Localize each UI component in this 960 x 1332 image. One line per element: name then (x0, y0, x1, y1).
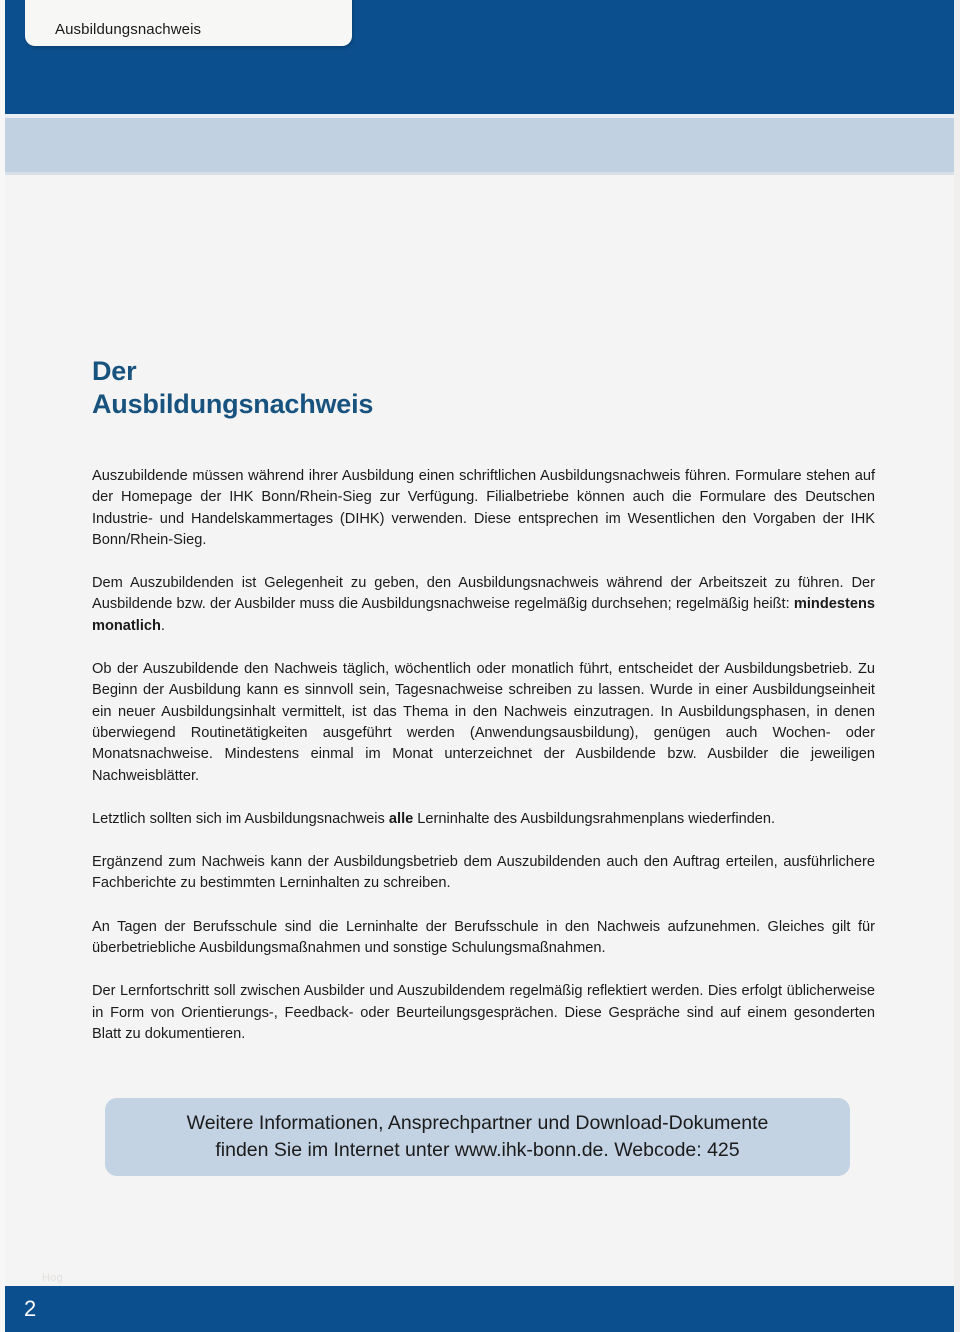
header-band-shadow (5, 172, 954, 175)
paragraph-1: Auszubildende müssen während ihrer Ausbildung einen schriftlichen Ausbildungsnachweis führen. Formulare stehen auf der Homepage der IHK Bonn/Rhein-Sieg zur Verfügung. Filialbetriebe können auch die Formulare des Deutschen Industrie- und Handelskammertages (DIHK) verwenden. Diese entsprechen im Wesentlichen den Vorgaben der IHK Bonn/Rhein-Sieg. (92, 467, 875, 548)
info-callout-box (105, 1098, 850, 1176)
document-tab-label: Ausbildungsnachweis (55, 21, 202, 38)
paragraph-7: Der Lernfortschritt soll zwischen Ausbilder und Auszubildendem regelmäßig reflektiert werden. Dies erfolgt üblicherweise in Form von Orientierungs-, Feedback- oder Beurteilungsgesprächen. Diese Gespräche sind auf einem gesonderten Blatt zu dokumentieren. (92, 983, 875, 1042)
paragraph-5: Ergänzend zum Nachweis kann der Ausbildungsbetrieb dem Auszubildenden auch den Auftrag erteilen, ausführlichere Fachberichte zu bestimmten Lerninhalten zu schreiben. (92, 854, 875, 892)
paragraph-3: Ob der Auszubildende den Nachweis täglich, wöchentlich oder monatlich führt, entscheidet der Ausbildungsbetrieb. Zu Beginn der Ausbildung kann es sinnvoll sein, Tagesnachweise schreiben zu lassen. Wurde in einer Ausbildungseinheit ein neuer Ausbildungsinhalt vermittelt, ist das Thema in den Nachweis einzutragen. In Ausbildungsphasen, in denen überwiegend Routinetätigkeiten ausgeführt werden (Anwendungsausbildung), genügen auch Wochen- oder Monatsnachweise. Mindestens einmal im Monat unterzeichnet der Ausbildende bzw. Ausbilder die jeweiligen Nachweisblätter. (92, 661, 875, 784)
paragraph-2-text-after: . (160, 617, 165, 634)
paragraph-4-emphasis: alle (388, 810, 414, 827)
paragraph-2 (92, 573, 875, 637)
paragraph-4 (92, 809, 875, 830)
paragraph-2-emphasis: mindestens monatlich (92, 596, 875, 634)
page-title-line-2: Ausbildungsnachweis (92, 389, 374, 420)
header-light-blue-band (5, 118, 954, 172)
main-content (92, 355, 875, 1067)
paragraph-4-text-before: Letztlich sollten sich im Ausbildungsnachweis (92, 810, 389, 827)
page-right-gutter (954, 0, 960, 1332)
paragraph-2-text-before: Dem Auszubildenden ist Gelegenheit zu geben, den Ausbildungsnachweis während der Arbeitszeit zu führen. Der Ausbildende bzw. der Ausbilder muss die Ausbildungsnachweise regelmäßig durchsehen; regelmäßig heißt: (92, 575, 875, 613)
paragraph-6: An Tagen der Berufsschule sind die Lerninhalte der Berufsschule in den Nachweis aufzunehmen. Gleiches gilt für überbetriebliche Ausbildungsmaßnahmen und sonstige Schulungsmaßnahmen. (92, 918, 875, 956)
footer-blue-bar (5, 1286, 954, 1332)
info-callout-line-2: finden Sie im Internet unter www.ihk-bonn.de. Webcode: 425 (215, 1139, 740, 1161)
info-callout-line-1: Weitere Informationen, Ansprechpartner und Download-Dokumente (186, 1112, 769, 1135)
page-number: 2 (24, 1296, 37, 1321)
page-title (92, 355, 875, 422)
footer-watermark: Hog (42, 1272, 64, 1284)
paragraph-4-text-after: Lerninhalte des Ausbildungsrahmenplans wiederfinden. (413, 810, 776, 827)
document-tab[interactable] (25, 0, 352, 46)
page-left-gutter (0, 0, 5, 1332)
page-title-line-1: Der (92, 356, 137, 386)
